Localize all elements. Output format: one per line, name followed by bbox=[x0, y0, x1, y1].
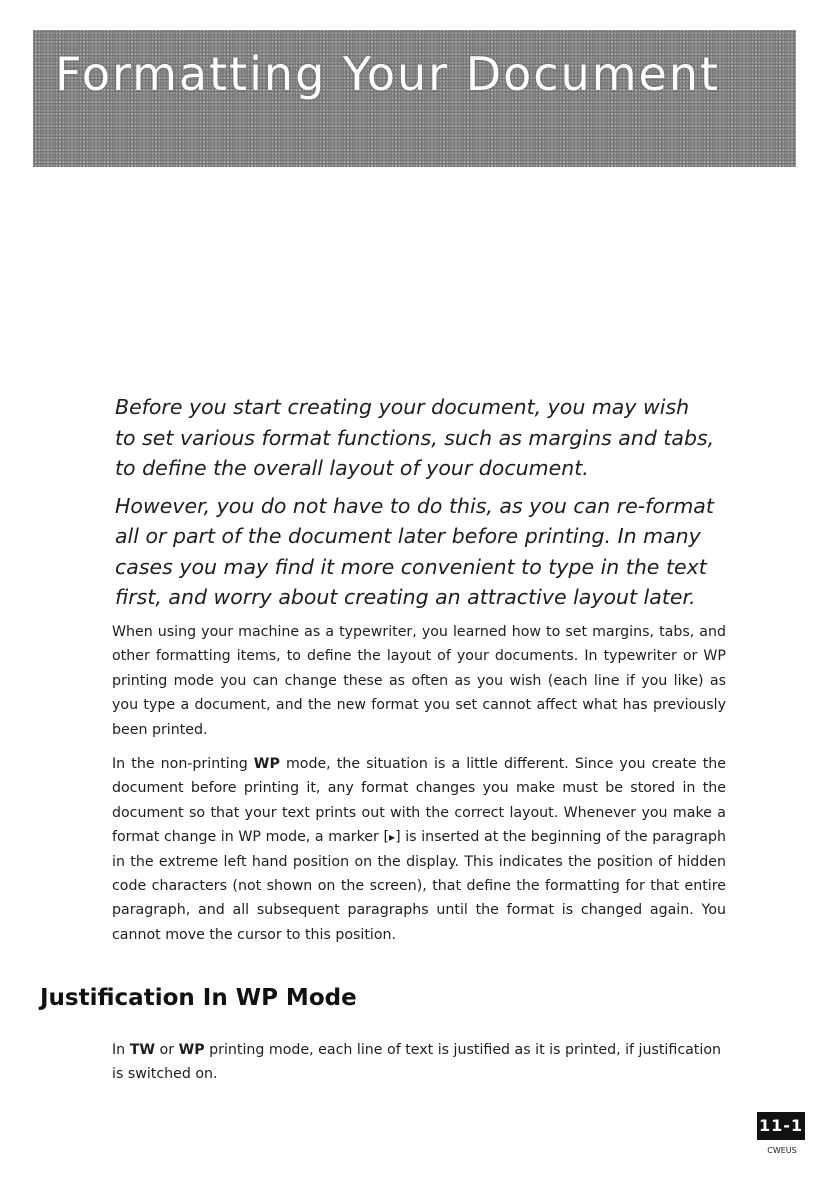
body-paragraph-wp-mode bbox=[112, 752, 726, 947]
text-run: In bbox=[112, 1042, 130, 1058]
text-run: ] is inserted at the beginning of the paragraph in the extreme left hand position on the display. This indicates the position of hidden code characters (not shown on the screen), that define the formatting for that entire paragraph, and all subsequent paragraphs until the format is changed again. You cannot move the cursor to this position. bbox=[112, 829, 726, 943]
text-run: printing mode, each line of text is justified as it is printed, if justification is switched on. bbox=[112, 1042, 721, 1083]
intro-paragraph: Before you start creating your document, you may wish to set various format functions, such as margins and tabs, to define the overall layout of your document. bbox=[115, 395, 715, 480]
format-marker-icon: ▸ bbox=[389, 830, 396, 845]
text-run: or bbox=[155, 1042, 179, 1058]
body-text bbox=[112, 620, 726, 957]
page-title: Formatting Your Document bbox=[55, 47, 721, 101]
tw-term: TW bbox=[129, 1042, 156, 1058]
section-heading: Justification In WP Mode bbox=[40, 985, 357, 1011]
title-banner bbox=[33, 30, 796, 167]
page-code: CWEUS bbox=[767, 1146, 797, 1155]
text-run: mode, the situation is a little different. Since you create the document before printing it, any format changes you make must be stored in the document so that your text prints out with the correct layout. Whenever you make a format change in WP mode, a marker [ bbox=[112, 756, 726, 846]
intro-paragraph: However, you do not have to do this, as you can re-format all or part of the document later before printing. In many cases you may find it more convenient to type in the text first, and worry about creating an attractive layout later. bbox=[115, 493, 714, 609]
body-paragraph-typewriter: When using your machine as a typewriter, you learned how to set margins, tabs, and other formatting items, to define the layout of your documents. In typewriter or WP printing mode you can change these as often as you wish (each line if you like) as you type a document, and the new format you set cannot affect what has previously been printed. bbox=[112, 624, 726, 738]
section-paragraph bbox=[112, 1038, 726, 1087]
page-number-badge: 11-1 bbox=[757, 1112, 805, 1140]
wp-term: WP bbox=[253, 756, 280, 773]
wp-term: WP bbox=[178, 1042, 205, 1058]
intro-block bbox=[115, 392, 715, 620]
text-run: In the non-printing bbox=[112, 756, 254, 773]
